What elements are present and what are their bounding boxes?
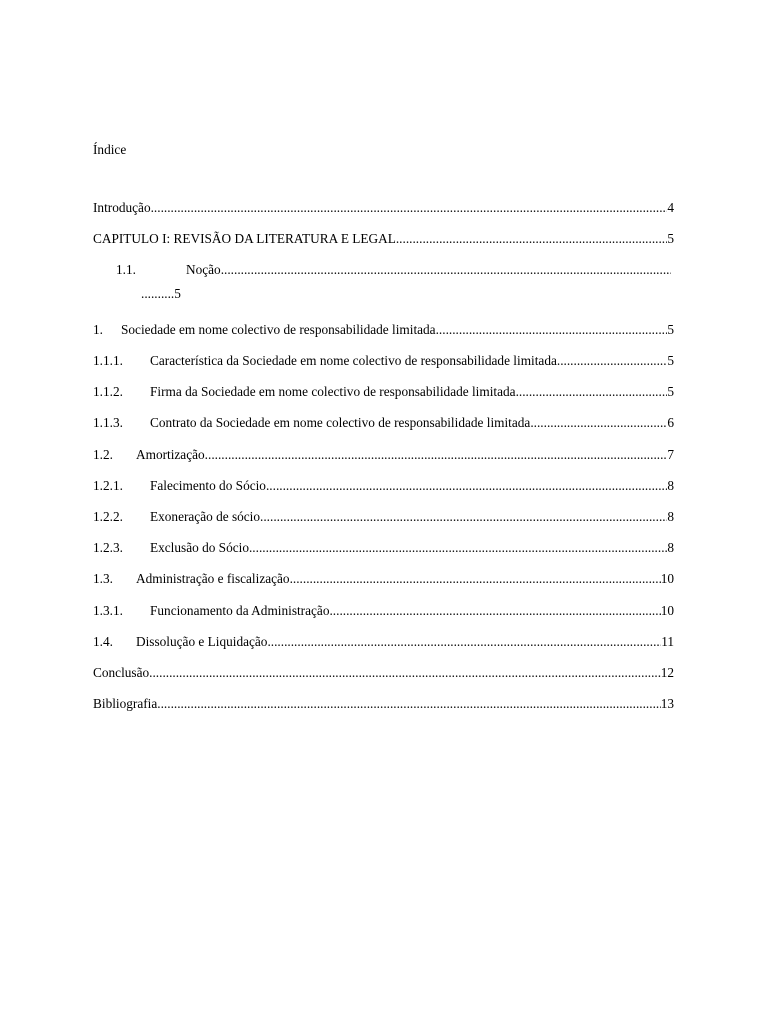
toc-dot-leader xyxy=(396,230,667,247)
toc-dot-leader xyxy=(221,261,671,278)
toc-entry-falecimento[interactable] xyxy=(93,477,674,494)
toc-entry-exoneracao[interactable] xyxy=(93,508,674,525)
toc-page-number: 8 xyxy=(667,478,674,493)
toc-entry-title: Característica da Sociedade em nome colectivo de responsabilidade limitada xyxy=(150,353,557,368)
toc-entry-title: Conclusão xyxy=(93,665,150,680)
toc-entry-nocao-continuation[interactable] xyxy=(141,285,181,302)
toc-entry-number: 1.2.1. xyxy=(93,478,123,493)
toc-page-number: 10 xyxy=(660,571,674,586)
toc-page-number: 12 xyxy=(660,665,674,680)
toc-page-number: 8 xyxy=(667,509,674,524)
toc-entry-title: Contrato da Sociedade em nome colectivo de responsabilidade limitada xyxy=(150,415,531,430)
toc-dot-leader: .......... xyxy=(141,286,175,301)
toc-entry-number: 1.2. xyxy=(93,447,113,462)
toc-page-number: 5 xyxy=(174,286,181,301)
toc-entry-number: 1.3.1. xyxy=(93,603,123,618)
toc-entry-capitulo-i[interactable] xyxy=(93,230,674,247)
toc-entry-title: Funcionamento da Administração xyxy=(150,603,330,618)
toc-entry-dissolucao[interactable] xyxy=(93,633,674,650)
toc-dot-leader xyxy=(149,664,661,681)
toc-entry-number: 1.1.1. xyxy=(93,353,123,368)
toc-dot-leader xyxy=(516,383,668,400)
toc-dot-leader xyxy=(266,477,667,494)
toc-entry-caracteristica[interactable] xyxy=(93,352,674,369)
toc-entry-number: 1.1.2. xyxy=(93,384,123,399)
toc-entry-title: Exclusão do Sócio xyxy=(150,540,249,555)
toc-entry-title: Falecimento do Sócio xyxy=(150,478,266,493)
toc-entry-bibliografia[interactable] xyxy=(93,695,674,712)
toc-dot-leader xyxy=(267,633,661,650)
toc-page-number: 5 xyxy=(667,384,674,399)
toc-page-number: 6 xyxy=(667,415,674,430)
toc-entry-number: 1. xyxy=(93,322,103,337)
toc-entry-number: 1.1.3. xyxy=(93,415,123,430)
toc-dot-leader xyxy=(205,446,668,463)
toc-dot-leader xyxy=(530,414,667,431)
toc-entry-funcionamento[interactable] xyxy=(93,602,674,619)
toc-page-number: 5 xyxy=(667,322,674,337)
toc-entry-introducao[interactable] xyxy=(93,199,674,216)
toc-entry-number: 1.4. xyxy=(93,634,113,649)
toc-page-number: 5 xyxy=(667,353,674,368)
toc-page-number: 7 xyxy=(667,447,674,462)
toc-dot-leader xyxy=(157,695,660,712)
toc-page-number: 5 xyxy=(667,231,674,246)
toc-entry-sociedade[interactable] xyxy=(93,321,674,338)
toc-entry-title: Noção xyxy=(186,262,221,277)
toc-page-number: 11 xyxy=(661,634,674,649)
toc-entry-title: Firma da Sociedade em nome colectivo de responsabilidade limitada xyxy=(150,384,516,399)
toc-entry-title: Dissolução e Liquidação xyxy=(136,634,268,649)
toc-entry-title: Exoneração de sócio xyxy=(150,509,261,524)
toc-dot-leader xyxy=(249,539,667,556)
toc-page-number: 4 xyxy=(667,200,674,215)
toc-dot-leader xyxy=(329,602,660,619)
toc-entry-conclusao[interactable] xyxy=(93,664,674,681)
toc-entry-number: 1.2.2. xyxy=(93,509,123,524)
toc-entry-title: Amortização xyxy=(136,447,205,462)
toc-entry-firma[interactable] xyxy=(93,383,674,400)
toc-dot-leader xyxy=(151,199,668,216)
toc-page-number: 8 xyxy=(667,540,674,555)
toc-entry-number: 1.1. xyxy=(116,262,136,277)
toc-entry-number: 1.2.3. xyxy=(93,540,123,555)
toc-page-number: 10 xyxy=(660,603,674,618)
toc-entry-number: 1.3. xyxy=(93,571,113,586)
toc-dot-leader xyxy=(260,508,667,525)
toc-page-number: 13 xyxy=(660,696,674,711)
toc-entry-title: CAPITULO I: REVISÃO DA LITERATURA E LEGAL xyxy=(93,231,396,246)
toc-entry-title: Sociedade em nome colectivo de responsabilidade limitada xyxy=(121,322,436,337)
toc-entry-contrato[interactable] xyxy=(93,414,674,431)
toc-entry-nocao[interactable] xyxy=(116,261,671,278)
toc-entry-title: Administração e fiscalização xyxy=(136,571,290,586)
toc-entry-title: Introdução xyxy=(93,200,151,215)
toc-dot-leader xyxy=(290,570,661,587)
toc-heading: Índice xyxy=(93,142,127,157)
toc-dot-leader xyxy=(436,321,668,338)
toc-entry-amortizacao[interactable] xyxy=(93,446,674,463)
toc-entry-administracao[interactable] xyxy=(93,570,674,587)
toc-dot-leader xyxy=(557,352,667,369)
toc-entry-exclusao[interactable] xyxy=(93,539,674,556)
toc-entry-title: Bibliografia xyxy=(93,696,158,711)
